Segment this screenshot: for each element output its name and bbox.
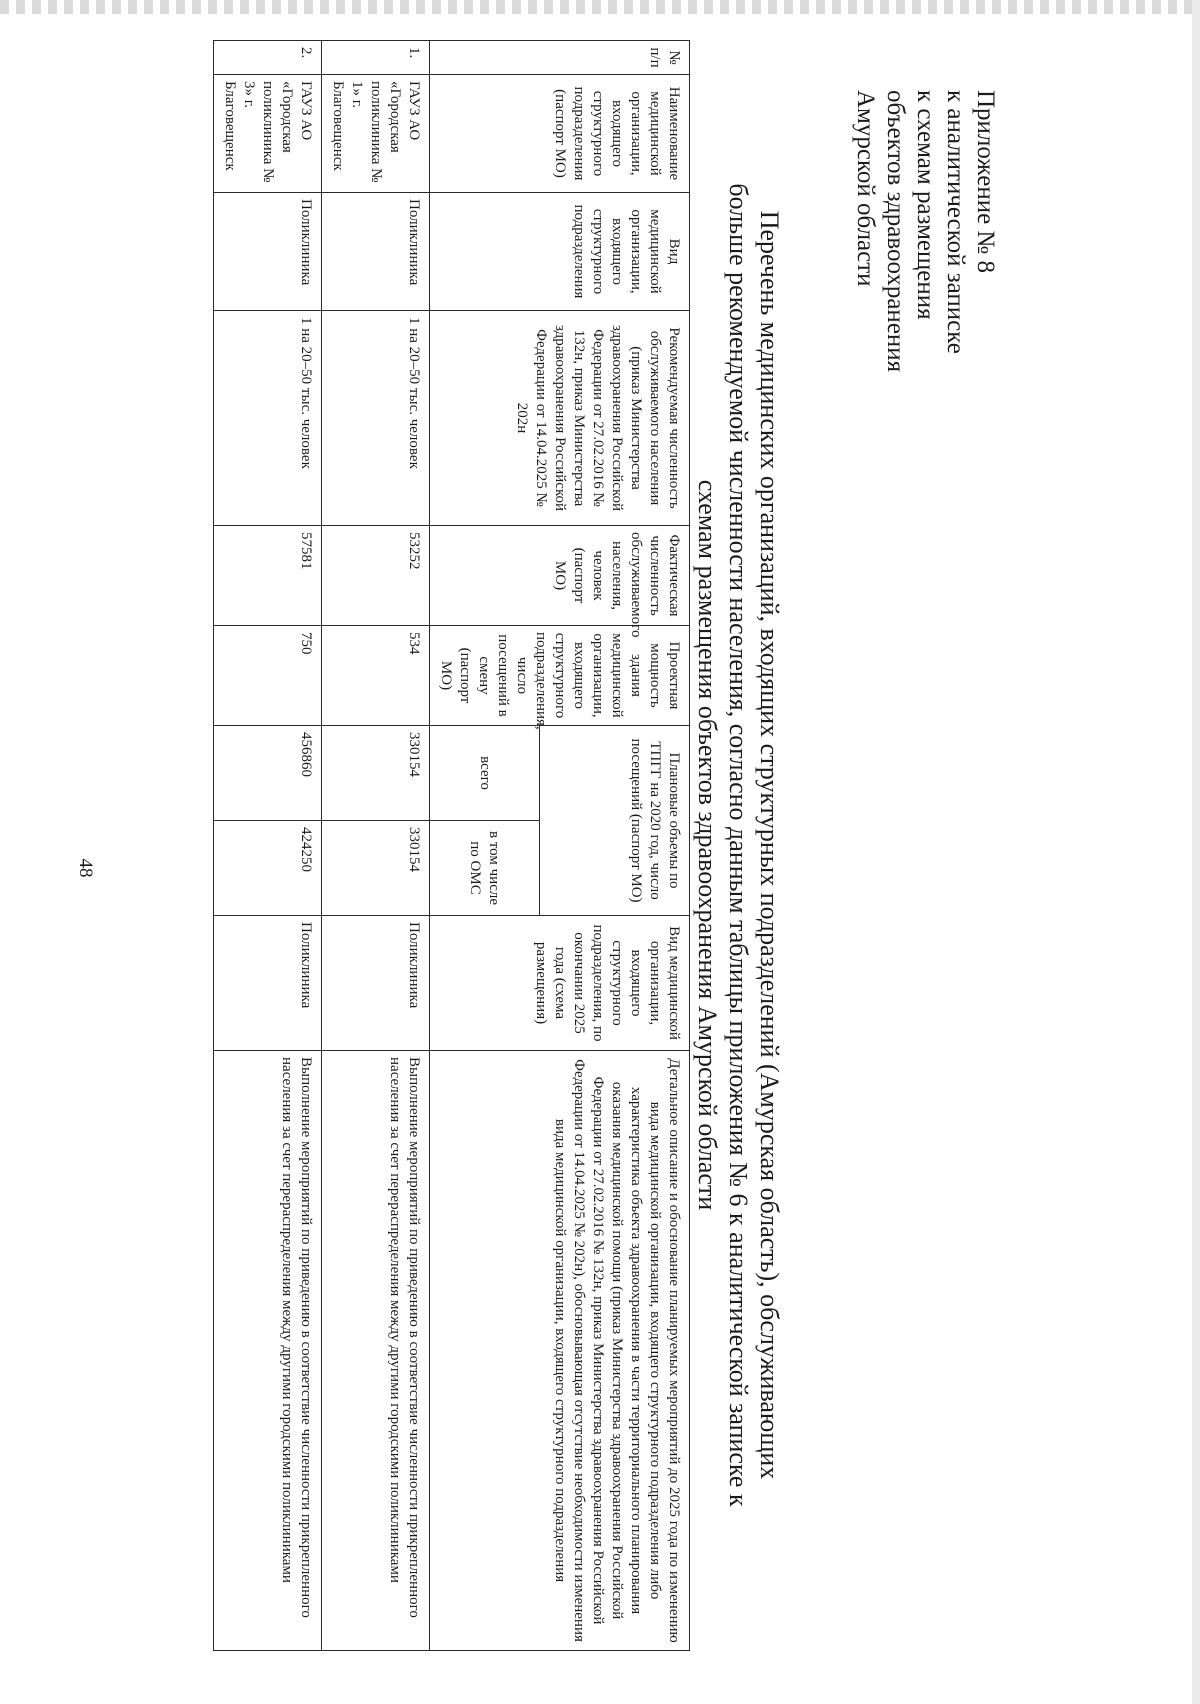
header-planned: Плановые объемы по ТПГГ на 2020 год, число посещений (паспорт МО) [539,726,689,916]
cell-type: Поликлиника [322,193,430,311]
header-description: Детальное описание и обоснование планируемых мероприятий до 2025 года по изменению вида медицинской организации, входящего структурного подразделения либо характеристика объекта здравоохранения в части территориального планирования оказания медицинской помощи (приказ Министерства здравоохранения Российской Федерации от 27.02.2016 № 132н, приказ Министерства здравоохранения Российской Федерации от 14.04.2025 № 202н), обосновывающая отсутствие необходимости изменения вида медицинской организации, входящего структурного подразделения [430,1051,690,1651]
cell-description: Выполнение мероприятий по приведению в соответствие численности прикрепленного населения за счет перераспределения между другими городскими поликлиниками [322,1051,430,1651]
header-name: Наименование медицинской организации, входящего структурного подразделения (паспорт МО) [430,75,690,193]
cell-type: Поликлиника [214,193,322,311]
cell-recommended: 1 на 20–50 тыс. человек [322,311,430,526]
header-planned-total: всего [430,726,540,821]
header-planned-oms: в том числе по ОМС [430,821,540,916]
header-actual: Фактическая численность обслуживаемого населения, человек (паспорт МО) [430,526,690,626]
header-recommended: Рекомендуемая численность обслуживаемого населения (приказ Министерства здравоохранения Российской Федерации от 27.02.2016 № 132н, приказ Министерства здравоохранения Российской Федерации от 14.04.2025 № 202н [430,311,690,526]
table-header-row [539,41,689,1651]
appendix-line: к схемам размещения [912,90,939,320]
appendix-header [850,90,1000,610]
cell-capacity: 534 [322,626,430,726]
cell-planned-oms: 330154 [322,821,430,916]
cell-planned-total: 330154 [322,726,430,821]
title-line: Перечень медицинских организаций, входящих структурных подразделений (Амурская область), обслуживающих [755,210,784,1480]
header-capacity: Проектная мощность здания медицинской организации, входящего структурного подразделения, число посещений в смену (паспорт МО) [430,626,690,726]
cell-description: Выполнение мероприятий по приведению в соответствие численности прикрепленного населения за счет перераспределения между другими городскими поликлиниками [214,1051,322,1651]
header-type-2025: Вид медицинской организации, входящего структурного подразделения, по окончании 2025 года (схема размещения) [430,916,690,1051]
cell-planned-oms: 424250 [214,821,322,916]
header-type: Вид медицинской организации, входящего структурного подразделения [430,193,690,311]
appendix-line: Амурской области [852,90,879,287]
cell-name: ГАУЗ АО «Городская поликлиника № 1» г. Благовещенск [322,75,430,193]
cell-num: 1. [322,41,430,75]
page-number: 48 [75,858,96,878]
cell-recommended: 1 на 20–50 тыс. человек [214,311,322,526]
organizations-table [213,40,690,1651]
cell-type-2025: Поликлиника [214,916,322,1051]
cell-planned-total: 456860 [214,726,322,821]
cell-name: ГАУЗ АО «Городская поликлиника № 3» г. Благовещенск [214,75,322,193]
appendix-line: Приложение № 8 [972,90,999,274]
document-title [692,20,785,1670]
cell-type-2025: Поликлиника [322,916,430,1051]
cell-actual: 53252 [322,526,430,626]
table-row [322,41,430,1651]
header-num: № п/п [430,41,690,75]
title-line: схемам размещения объектов здравоохранения Амурской области [693,479,722,1211]
appendix-line: объектов здравоохранения [882,90,909,373]
cell-num: 2. [214,41,322,75]
appendix-line: к аналитической записке [942,90,969,354]
cell-actual: 57581 [214,526,322,626]
table-row [214,41,322,1651]
cell-capacity: 750 [214,626,322,726]
title-line: больше рекомендуемой численности населения, согласно данным таблицы приложения № 6 к аналитической записке к [724,183,753,1507]
